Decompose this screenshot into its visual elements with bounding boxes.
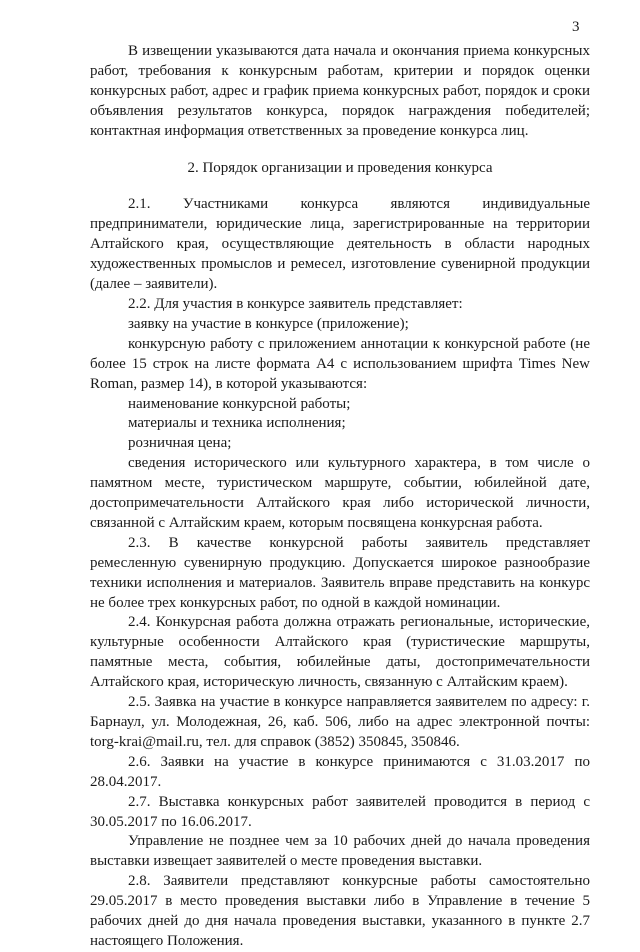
- paragraph-2-2: 2.2. Для участия в конкурсе заявитель представляет:: [128, 295, 463, 312]
- paragraph-2-3: 2.3. В качестве конкурсной работы заявитель представляет ремесленную сувенирную продукцию. Допускается широкое разнообразие техники исполнения и материалов. Заявитель вправе представить на конкурс не более трех конкурсных работ, по одной в каждой номинации.: [90, 534, 590, 611]
- list-item-application: заявку на участие в конкурсе (приложение);: [128, 315, 409, 332]
- paragraph-2-1: 2.1. Участниками конкурса являются индивидуальные предприниматели, юридические лица, зарегистрированные на территории Алтайского края, осуществляющие деятельность в области народных художественных промыслов и ремесел, изготовление сувенирной продукции (далее – заявители).: [90, 196, 590, 293]
- list-item-price: розничная цена;: [128, 435, 232, 452]
- paragraph-2-6: 2.6. Заявки на участие в конкурсе принимаются с 31.03.2017 по 28.04.2017.: [90, 753, 590, 790]
- page-number: 3: [572, 19, 580, 35]
- list-item-historical-info: сведения исторического или культурного характера, в том числе о памятном месте, туристическом маршруте, событии, юбилейной дате, достопримечательности Алтайского края либо исторической личности, связанной с Алтайским краем, которым посвящена конкурсная работа.: [90, 455, 590, 531]
- list-item-materials: материалы и техника исполнения;: [128, 415, 346, 432]
- paragraph-2-5: 2.5. Заявка на участие в конкурсе направляется заявителем по адресу: г. Барнаул, ул. Молодежная, 26, каб. 506, либо на адрес электронной почты: torg-krai@mail.ru, тел. для справок (3852) 350845, 350846.: [90, 694, 590, 750]
- document-body: [90, 42, 590, 952]
- list-item-work-name: наименование конкурсной работы;: [128, 395, 351, 412]
- paragraph-2-8: 2.8. Заявители представляют конкурсные работы самостоятельно 29.05.2017 в место проведения выставки либо в Управление в течение 5 рабочих дней до дня начала проведения выставки, указанного в пункте 2.7 настоящего Положения.: [90, 873, 590, 949]
- paragraph-2-7-notice: Управление не позднее чем за 10 рабочих дней до начала проведения выставки извещает заявителей о месте проведения выставки.: [90, 833, 590, 870]
- section-heading: 2. Порядок организации и проведения конкурса: [187, 159, 493, 176]
- paragraph-2-7: 2.7. Выставка конкурсных работ заявителей проводится в период с 30.05.2017 по 16.06.2017.: [90, 793, 590, 830]
- list-item-work-annotation: конкурсную работу с приложением аннотации к конкурсной работе (не более 15 строк на листе формата А4 с использованием шрифта Times New Roman, размер 14), в которой указываются:: [90, 335, 590, 392]
- paragraph-2-4: 2.4. Конкурсная работа должна отражать региональные, исторические, культурные особенности Алтайского края (туристические маршруты, памятные места, события, юбилейные даты, достопримечательности Алтайского края, историческую личность, связанную с Алтайским краем).: [90, 614, 590, 691]
- intro-paragraph: В извещении указываются дата начала и окончания приема конкурсных работ, требования к конкурсным работам, критерии и порядок оценки конкурсных работ, адрес и график приема конкурсных работ, порядок и сроки объявления результатов конкурса, порядок награждения победителей; контактная информация ответственных за проведение конкурса лиц.: [90, 43, 590, 139]
